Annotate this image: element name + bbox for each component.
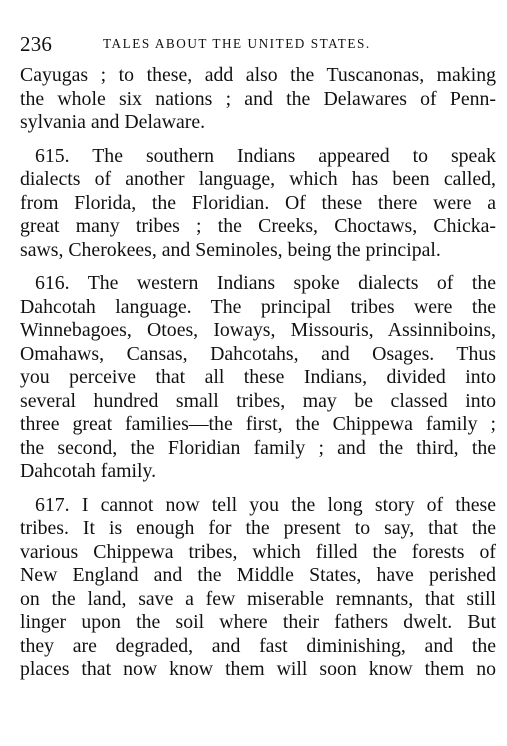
text-line: various Chippewa tribes, which filled the forests of <box>20 540 496 563</box>
text-line: places that now know them will soon know them no <box>20 658 496 680</box>
text-line: tribes. It is enough for the present to say, that the <box>20 517 496 539</box>
text-line: Winnebagoes, Otoes, Ioways, Missouris, Assinniboins, <box>20 319 496 341</box>
text-line: 615. The southern Indians appeared to speak <box>35 144 496 167</box>
text-line: Dahcotah language. The principal tribes were the <box>20 295 496 318</box>
text-line: 616. The western Indians spoke dialects of the <box>35 272 496 294</box>
text-line: several hundred small tribes, may be classed into <box>20 389 496 412</box>
running-head <box>20 30 496 58</box>
text-line: Dahcotah family. <box>20 460 157 482</box>
paragraph-615 <box>20 145 496 263</box>
text-line: the whole six nations ; and the Delawares of Penn- <box>20 87 496 110</box>
paragraph-616 <box>20 272 496 484</box>
text-line: linger upon the soil where their fathers dwelt. But <box>20 611 496 633</box>
running-title: TALES ABOUT THE UNITED STATES. <box>103 36 371 51</box>
text-line: great many tribes ; the Creeks, Choctaws, Chicka- <box>20 215 496 237</box>
text-line: you perceive that all these Indians, divided into <box>20 366 496 388</box>
text-line: from Florida, the Floridian. Of these there were a <box>20 191 496 214</box>
text-line: New England and the Middle States, have perished <box>20 564 496 586</box>
text-line: 617. I cannot now tell you the long story of these <box>35 493 496 516</box>
text-line: dialects of another language, which has been called, <box>20 168 496 190</box>
text-line: three great families—the first, the Chippewa family ; <box>20 413 496 435</box>
paragraph-617 <box>20 494 496 682</box>
text-line: they are degraded, and fast diminishing, and the <box>20 634 496 657</box>
text-line: sylvania and Delaware. <box>20 111 206 133</box>
paragraph-continuation <box>20 64 496 135</box>
text-line: the second, the Floridian family ; and the third, the <box>20 436 496 459</box>
text-line: on the land, save a few miserable remnants, that still <box>20 587 496 610</box>
text-line: saws, Cherokees, and Seminoles, being the principal. <box>20 238 441 261</box>
body-text <box>20 64 496 682</box>
page-number: 236 <box>20 32 53 56</box>
text-line: Omahaws, Cansas, Dahcotahs, and Osages. Thus <box>20 342 496 365</box>
text-line: Cayugas ; to these, add also the Tuscanonas, making <box>20 64 496 86</box>
